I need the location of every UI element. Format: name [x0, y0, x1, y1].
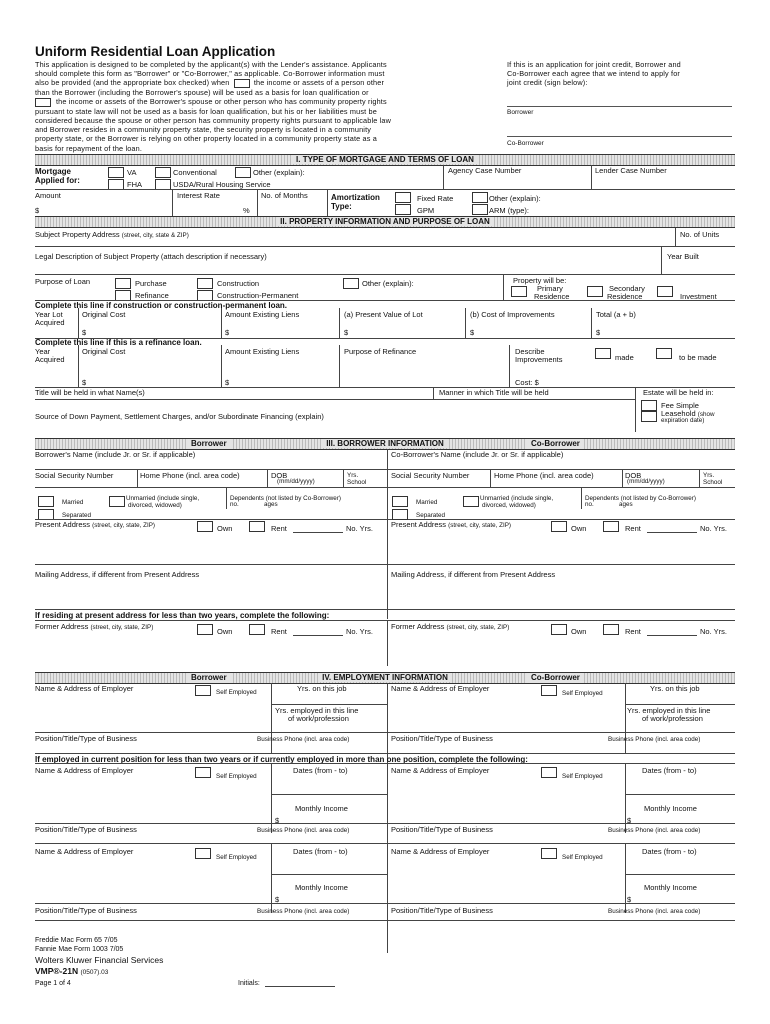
intro-line: This application is designed to be completed by the applicant(s) with the Lender's assistance. Applicants [35, 60, 387, 69]
other-purpose-label: Other (explain): [362, 279, 414, 288]
intro-line: should complete this form as "Borrower" or "Co-Borrower," as applicable. Co-Borrower information must [35, 69, 385, 79]
co-self-employed-2-checkbox[interactable] [541, 767, 557, 778]
co-business-phone-label: Business Phone (incl. area code) [608, 736, 701, 743]
coborrower-dependents-ages: ages [619, 501, 633, 508]
units-label: No. of Units [680, 230, 720, 239]
amortization-label: Amortization [331, 193, 380, 202]
borrower-own-label: Own [217, 524, 233, 533]
self-employed-2-checkbox[interactable] [195, 767, 211, 778]
year-lot-label: Year Lot [35, 310, 63, 319]
manner-label: Manner in which Title will be held [439, 388, 549, 397]
coborrower-former-own-label: Own [571, 627, 587, 636]
coborrower-name-label: Co-Borrower's Name (include Jr. or Sr. if applicable) [391, 450, 564, 459]
vmp-code: VMP®-21N (0507).03 [35, 966, 109, 976]
section-2-header: II. PROPERTY INFORMATION AND PURPOSE OF LOAN [35, 216, 735, 228]
loan-application-page [35, 44, 735, 987]
co-position-label: Position/Title/Type of Business [391, 734, 493, 743]
s3-borrower-label: Borrower [187, 439, 231, 449]
source-label: Source of Down Payment, Settlement Charges, and/or Subordinate Financing (explain) [35, 412, 324, 421]
if-employed-label: If employed in current position for less than two years or if currently employed in more than one position, complete the following: [35, 755, 528, 764]
position-3-label: Position/Title/Type of Business [35, 906, 137, 915]
co-monthly-2-dollar: $ [627, 816, 632, 825]
conventional-checkbox[interactable] [155, 167, 171, 178]
coborrower-own-checkbox[interactable] [551, 521, 567, 532]
cost-label: Cost: $ [515, 378, 539, 387]
coborrower-former-years-field[interactable] [647, 635, 697, 636]
borrower-own-checkbox[interactable] [197, 521, 213, 532]
business-phone-2-label: Business Phone (incl. area code) [257, 827, 350, 834]
purchase-label: Purchase [135, 279, 167, 288]
coborrower-former-noyrs-label: No. Yrs. [700, 627, 727, 636]
amount-dollar: $ [35, 206, 40, 215]
intro-line: pursuant to state law will not be used as a basis for loan qualification, but his or her liabilities must be [35, 106, 377, 116]
improvements-label: (b) Cost of Improvements [470, 310, 555, 319]
coborrower-unmarried-checkbox[interactable] [463, 496, 479, 507]
borrower-school-label: School [347, 479, 367, 486]
business-phone-label: Business Phone (incl. area code) [257, 736, 350, 743]
borrower-name-label: Borrower's Name (include Jr. or Sr. if applicable) [35, 450, 196, 459]
s4-borrower-label: Borrower [187, 673, 231, 683]
joint-line: Co-Borrower each agree that we intend to apply for [507, 69, 680, 79]
intro-line: the income or assets of the Borrower's spouse or other person who has community property rights [35, 97, 490, 107]
original-cost-label: Original Cost [82, 310, 126, 319]
co-self-employed-label: Self Employed [562, 690, 603, 697]
other-purpose-checkbox[interactable] [343, 278, 359, 289]
borrower-married-checkbox[interactable] [38, 496, 54, 507]
investment-label: Investment [680, 292, 717, 301]
borrower-divorced-label: divorced, widowed) [128, 502, 182, 509]
co-monthly-3-label: Monthly Income [644, 883, 697, 892]
intro-line: and Borrower resides in a community property state, the security property is located in a community [35, 125, 372, 135]
intro-line: than the Borrower (including the Borrower's spouse) will be used as a basis for loan qualification or [35, 87, 369, 97]
co-monthly-3-dollar: $ [627, 895, 632, 904]
borrower-dependents-label: Dependents (not listed by Co-Borrower) [230, 495, 341, 502]
months-label: No. of Months [261, 191, 308, 200]
coborrower-dob-format: (mm/dd/yyyy) [627, 478, 665, 485]
original-cost-dollar: $ [82, 328, 87, 337]
joint-credit-text [507, 60, 735, 88]
year-acquired-label: Acquired [35, 355, 65, 364]
coborrower-yrs-label: Yrs. [703, 472, 715, 479]
borrower-former-address-label: Former Address (street, city, state, ZIP) [35, 622, 154, 631]
co-business-phone-3-label: Business Phone (incl. area code) [608, 908, 701, 915]
borrower-former-own-label: Own [217, 627, 233, 636]
intro-line: also be provided (and the appropriate box checked) when the income or assets of a person other [35, 78, 385, 88]
conventional-label: Conventional [173, 168, 217, 177]
coborrower-separated-label: Separated [416, 512, 446, 519]
purchase-checkbox[interactable] [115, 278, 131, 289]
coborrower-noyrs-label: No. Yrs. [700, 524, 727, 533]
purpose-refinance-label: Purpose of Refinance [344, 347, 417, 356]
residence-label: Residence [534, 292, 570, 301]
to-be-made-label: to be made [679, 353, 717, 362]
refinance-label: Refinance [135, 291, 169, 300]
coborrower-dob-label: DOB [625, 471, 642, 480]
co-self-employed-3-checkbox[interactable] [541, 848, 557, 859]
co-yrs-line-label: Yrs. employed in this line [627, 706, 711, 715]
self-employed-3-label: Self Employed [216, 854, 257, 861]
coborrower-married-label: Married [416, 499, 438, 506]
secondary-label: Secondary [609, 284, 645, 293]
borrower-years-field[interactable] [293, 532, 343, 533]
residing-label: If residing at present address for less than two years, complete the following: [35, 611, 330, 620]
co-monthly-2-label: Monthly Income [644, 804, 697, 813]
borrower-dob-format: (mm/dd/yyyy) [277, 478, 315, 485]
borrower-signature-label: Borrower [507, 109, 534, 116]
agency-case-label: Agency Case Number [448, 166, 522, 175]
applied-for-label: Applied for: [35, 176, 80, 185]
coborrower-former-rent-checkbox[interactable] [603, 624, 619, 635]
subject-property-label: Subject Property Address (street, city, state & ZIP) [35, 230, 189, 239]
monthly-3-label: Monthly Income [295, 883, 348, 892]
borrower-noyrs-label: No. Yrs. [346, 524, 373, 533]
made-checkbox[interactable] [595, 348, 611, 359]
ref-original-cost-dollar: $ [82, 378, 87, 387]
position-label: Position/Title/Type of Business [35, 734, 137, 743]
secondary-residence-label: Residence [607, 292, 643, 301]
coborrower-separated-checkbox[interactable] [392, 509, 408, 520]
primary-residence-checkbox[interactable] [511, 286, 527, 297]
secondary-residence-checkbox[interactable] [587, 286, 603, 297]
estate-label: Estate will be held in: [643, 388, 714, 397]
improvements-label-2: Improvements [515, 355, 563, 364]
interest-pct: % [243, 206, 250, 215]
to-be-made-checkbox[interactable] [656, 348, 672, 359]
dates-2-label: Dates (from - to) [293, 766, 348, 775]
initials-field[interactable] [265, 986, 335, 987]
fee-simple-checkbox[interactable] [641, 400, 657, 411]
monthly-2-dollar: $ [275, 816, 280, 825]
arm-label: ARM (type): [489, 206, 530, 215]
self-employed-checkbox[interactable] [195, 685, 211, 696]
s4-coborrower-label: Co-Borrower [527, 673, 584, 683]
other-mortgage-label: Other (explain): [253, 168, 305, 177]
borrower-mailing-label: Mailing Address, if different from Present Address [35, 570, 200, 579]
existing-liens-dollar: $ [225, 328, 230, 337]
primary-label: Primary [537, 284, 563, 293]
construction-checkbox[interactable] [197, 278, 213, 289]
va-label: VA [127, 168, 137, 177]
freddie-mac-form: Freddie Mac Form 65 7/05 [35, 937, 118, 944]
title-held-label: Title will be held in what Name(s) [35, 388, 145, 397]
borrower-former-years-field[interactable] [293, 635, 343, 636]
fha-label: FHA [127, 180, 142, 189]
dates-3-label: Dates (from - to) [293, 847, 348, 856]
joint-line: If this is an application for joint credit, Borrower and [507, 60, 681, 69]
improvements-dollar: $ [470, 328, 475, 337]
other-amort-label: Other (explain): [489, 194, 541, 203]
intro-line: considered because the spouse or other person has community property rights pursuant to applicable law [35, 115, 392, 125]
intro-line: basis for repayment of the loan. [35, 143, 143, 153]
borrower-former-own-checkbox[interactable] [197, 624, 213, 635]
co-dates-3-label: Dates (from - to) [642, 847, 697, 856]
refinance-line-label: Complete this line if this is a refinance loan. [35, 338, 202, 347]
s3-title: III. BORROWER INFORMATION [322, 439, 448, 448]
borrower-rent-checkbox[interactable] [249, 521, 265, 532]
position-2-label: Position/Title/Type of Business [35, 825, 137, 834]
made-label: made [615, 353, 634, 362]
employer-2-label: Name & Address of Employer [35, 766, 134, 775]
other-mortgage-checkbox[interactable] [235, 167, 251, 178]
yrs-line-label-2: of work/profession [288, 714, 349, 723]
total-dollar: $ [596, 328, 601, 337]
lender-case-label: Lender Case Number [595, 166, 667, 175]
borrower-dependents-no: no. [230, 501, 239, 508]
investment-checkbox[interactable] [657, 286, 673, 297]
coborrower-years-field[interactable] [647, 532, 697, 533]
borrower-former-rent-checkbox[interactable] [249, 624, 265, 635]
amortization-type-label: Type: [331, 202, 352, 211]
form-title: Uniform Residential Loan Application [35, 44, 276, 59]
coborrower-phone-label: Home Phone (incl. area code) [494, 471, 594, 480]
monthly-2-label: Monthly Income [295, 804, 348, 813]
co-position-3-label: Position/Title/Type of Business [391, 906, 493, 915]
coborrower-unmarried-label: Unmarried (include single, [480, 495, 554, 502]
total-label: Total (a + b) [596, 310, 636, 319]
section-3-header [35, 438, 735, 450]
coborrower-divorced-label: divorced, widowed) [482, 502, 536, 509]
section-1-header: I. TYPE OF MORTGAGE AND TERMS OF LOAN [35, 154, 735, 166]
borrower-separated-label: Separated [62, 512, 92, 519]
fixed-rate-label: Fixed Rate [417, 194, 454, 203]
co-yrs-line-label-2: of work/profession [642, 714, 703, 723]
borrower-yrs-label: Yrs. [347, 472, 359, 479]
borrower-former-rent-label: Rent [271, 627, 287, 636]
business-phone-3-label: Business Phone (incl. area code) [257, 908, 350, 915]
existing-liens-label: Amount Existing Liens [225, 310, 300, 319]
section-4-header [35, 672, 735, 684]
borrower-unmarried-checkbox[interactable] [109, 496, 125, 507]
present-value-dollar: $ [344, 328, 349, 337]
fannie-mae-form: Fannie Mae Form 1003 7/05 [35, 946, 124, 953]
co-self-employed-2-label: Self Employed [562, 773, 603, 780]
wolters-kluwer: Wolters Kluwer Financial Services [35, 955, 164, 965]
acquired-label: Acquired [35, 318, 65, 327]
property-will-be-label: Property will be: [513, 276, 567, 285]
coborrower-rent-checkbox[interactable] [603, 521, 619, 532]
describe-label: Describe [515, 347, 545, 356]
initials-label: Initials: [238, 980, 260, 987]
mortgage-label: Mortgage [35, 167, 71, 176]
arm-checkbox[interactable] [472, 204, 488, 215]
borrower-dob-label: DOB [271, 471, 288, 480]
borrower-signature-line[interactable] [507, 106, 732, 107]
legal-description-label: Legal Description of Subject Property (attach description if necessary) [35, 252, 267, 261]
present-value-label: (a) Present Value of Lot [344, 310, 423, 319]
s3-coborrower-label: Co-Borrower [527, 439, 584, 449]
co-dates-2-label: Dates (from - to) [642, 766, 697, 775]
leasehold-label: Leasehold (show [661, 409, 715, 418]
intro-text [35, 60, 490, 153]
coborrower-dependents-label: Dependents (not listed by Co-Borrower) [585, 495, 696, 502]
ref-existing-liens-dollar: $ [225, 378, 230, 387]
employer-3-label: Name & Address of Employer [35, 847, 134, 856]
coborrower-dependents-no: no. [585, 501, 594, 508]
coborrower-present-address-label: Present Address (street, city, state, ZIP) [391, 520, 511, 529]
coborrower-mailing-label: Mailing Address, if different from Present Address [391, 570, 556, 579]
page-number: Page 1 of 4 [35, 980, 71, 987]
joint-line: joint credit (sign below): [507, 78, 588, 88]
co-business-phone-2-label: Business Phone (incl. area code) [608, 827, 701, 834]
co-self-employed-3-label: Self Employed [562, 854, 603, 861]
coborrower-former-rent-label: Rent [625, 627, 641, 636]
coborrower-signature-label: Co-Borrower [507, 140, 544, 147]
interest-rate-label: Interest Rate [177, 191, 220, 200]
coborrower-married-checkbox[interactable] [392, 496, 408, 507]
gpm-checkbox[interactable] [395, 204, 411, 215]
co-employer-label: Name & Address of Employer [391, 684, 490, 693]
self-employed-2-label: Self Employed [216, 773, 257, 780]
coborrower-rent-label: Rent [625, 524, 641, 533]
co-position-2-label: Position/Title/Type of Business [391, 825, 493, 834]
coborrower-school-label: School [703, 479, 723, 486]
ref-original-cost-label: Original Cost [82, 347, 126, 356]
borrower-unmarried-label: Unmarried (include single, [126, 495, 200, 502]
co-yrs-job-label: Yrs. on this job [650, 684, 700, 693]
coborrower-own-label: Own [571, 524, 587, 533]
borrower-ssn-label: Social Security Number [35, 471, 114, 480]
purpose-loan-label: Purpose of Loan [35, 277, 91, 286]
expiration-label: expiration date) [661, 417, 705, 424]
amount-label: Amount [35, 191, 61, 200]
construction-label: Construction [217, 279, 260, 288]
yrs-line-label: Yrs. employed in this line [275, 706, 359, 715]
borrower-married-label: Married [62, 499, 84, 506]
spouse-income-checkbox[interactable] [35, 98, 51, 107]
employer-label: Name & Address of Employer [35, 684, 134, 693]
intro-line: property state, or the Borrower is relying on other property located in a community property state as a [35, 134, 377, 144]
coborrower-signature-line[interactable] [507, 136, 732, 137]
ref-existing-liens-label: Amount Existing Liens [225, 347, 300, 356]
co-self-employed-checkbox[interactable] [541, 685, 557, 696]
self-employed-3-checkbox[interactable] [195, 848, 211, 859]
borrower-phone-label: Home Phone (incl. area code) [140, 471, 240, 480]
construction-line-label: Complete this line if construction or construction-permanent loan. [35, 301, 288, 310]
coborrower-ssn-label: Social Security Number [391, 471, 470, 480]
year-built-label: Year Built [667, 252, 699, 261]
gpm-label: GPM [417, 206, 435, 215]
leasehold-checkbox[interactable] [641, 411, 657, 422]
va-checkbox[interactable] [108, 167, 124, 178]
coborrower-info-checkbox[interactable] [234, 79, 250, 88]
construction-permanent-label: Construction-Permanent [217, 291, 299, 300]
yrs-job-label: Yrs. on this job [297, 684, 347, 693]
borrower-present-address-label: Present Address (street, city, state, ZIP) [35, 520, 155, 529]
fixed-rate-checkbox[interactable] [395, 192, 411, 203]
borrower-rent-label: Rent [271, 524, 287, 533]
borrower-dependents-ages: ages [264, 501, 278, 508]
year-label: Year [35, 347, 51, 356]
co-employer-2-label: Name & Address of Employer [391, 766, 490, 775]
usda-label: USDA/Rural Housing Service [173, 180, 271, 189]
coborrower-former-address-label: Former Address (street, city, state, ZIP) [391, 622, 510, 631]
other-amort-checkbox[interactable] [472, 192, 488, 203]
borrower-former-noyrs-label: No. Yrs. [346, 627, 373, 636]
monthly-3-dollar: $ [275, 895, 280, 904]
s4-title: IV. EMPLOYMENT INFORMATION [318, 673, 452, 682]
coborrower-former-own-checkbox[interactable] [551, 624, 567, 635]
self-employed-label: Self Employed [216, 689, 257, 696]
co-employer-3-label: Name & Address of Employer [391, 847, 490, 856]
fee-simple-label: Fee Simple [661, 401, 699, 410]
